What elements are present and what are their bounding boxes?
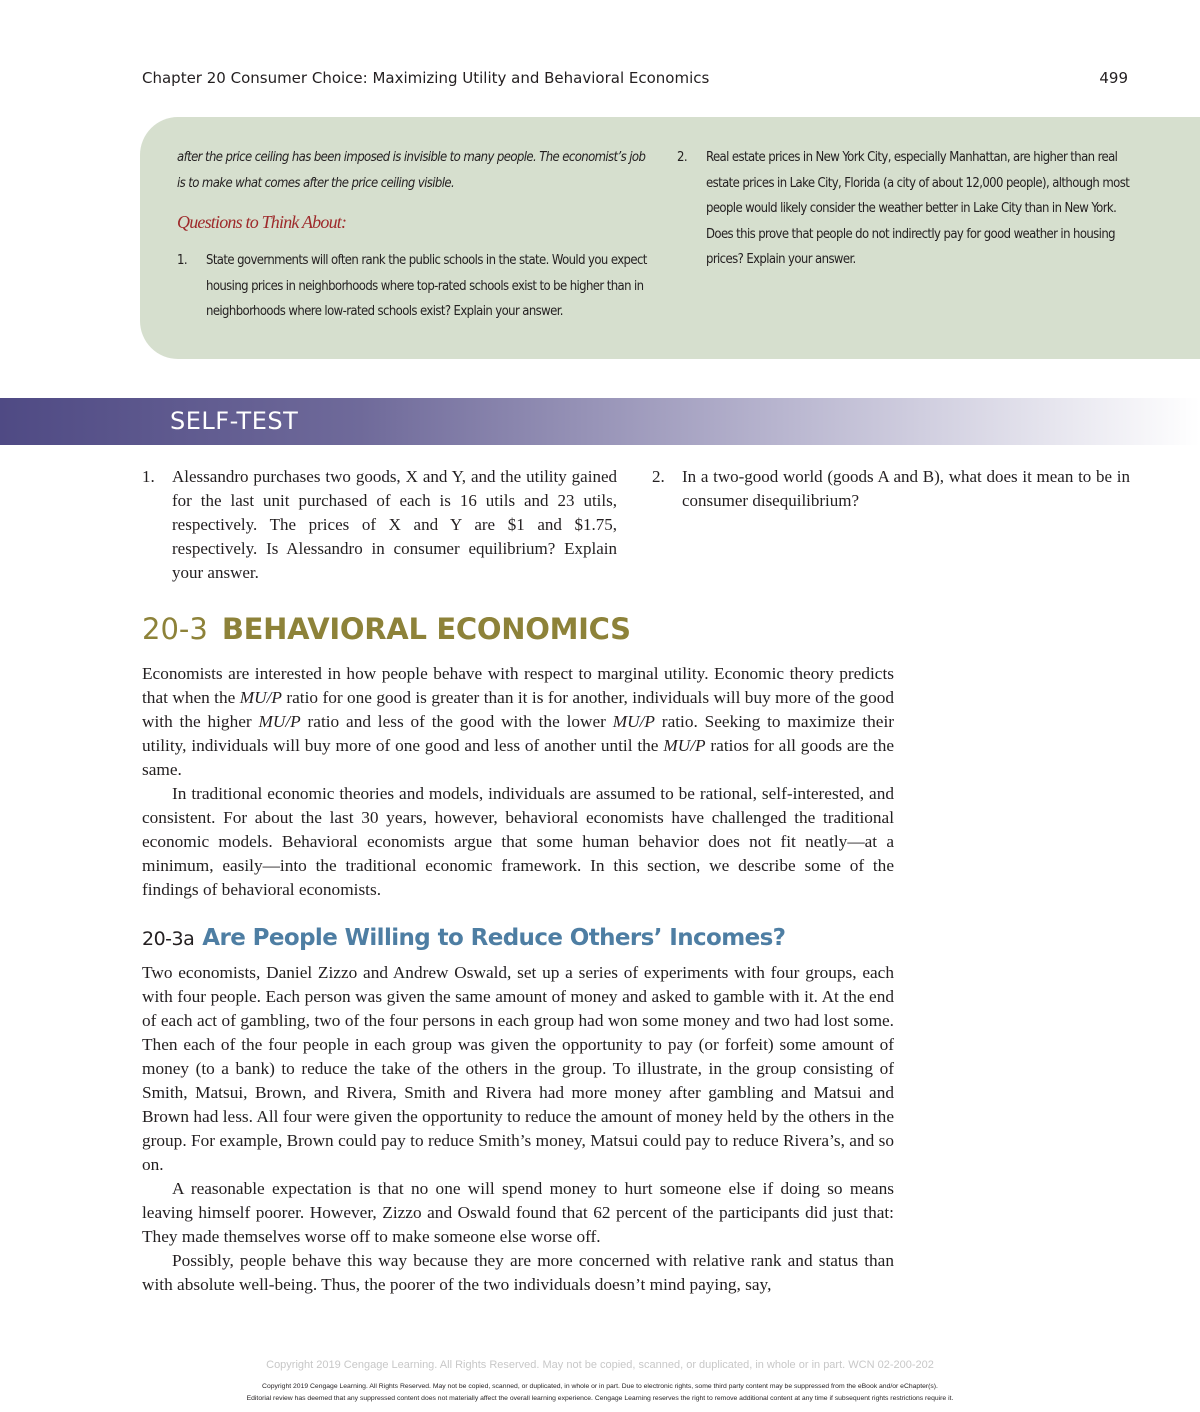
question-number: 1. — [142, 467, 155, 486]
text-run: Economists are interested in how people behave with respect to marginal utility. Economic theory predicts that when the — [142, 664, 894, 707]
mu-p-term: MU/P — [612, 712, 655, 731]
chapter-title: Chapter 20 Consumer Choice: Maximizing Utility and Behavioral Economics — [142, 69, 710, 87]
paragraph: Two economists, Daniel Zizzo and Andrew Oswald, set up a series of experiments with four groups, each with four people. Each person was given the same amount of money and asked to gamble with it. At the end of each act of gambling, two of the four persons in each group had won some money and two had lost some. Then each of the four people in each group was given the opportunity to pay (or forfeit) some amount of money (to a bank) to reduce the take of the others in the group. To illustrate, in the group consisting of Smith, Matsui, Brown, and Rivera, Smith and Rivera had more money after gambling and Matsui and Brown had less. All four were given the opportunity to reduce the amount of money held by the others in the group. For example, Brown could pay to reduce Smith’s money, Matsui could pay to reduce Rivera’s, and so on. — [142, 963, 894, 1174]
paragraph: In traditional economic theories and models, individuals are assumed to be rational, self-interested, and consistent. For about the last 30 years, however, behavioral economists have challenged the traditional economic models. Behavioral economists argue that some human behavior does not fit neatly—at a minimum, easily—into the traditional economic framework. In this section, we describe some of the findings of behavioral economists. — [142, 784, 894, 899]
feature-question-1 — [177, 248, 647, 325]
copyright-fineprint — [0, 1381, 1200, 1405]
subsection-heading — [142, 925, 785, 951]
section-number: 20-3 — [142, 612, 208, 646]
page-number: 499 — [1099, 69, 1128, 87]
text-run: ratio. Seeking to maximize their utility, individuals will buy more of one good and less of another until the — [142, 712, 895, 755]
mu-p-term: MU/P — [663, 736, 706, 755]
running-header — [142, 69, 1128, 91]
subsection-number: 20-3a — [142, 928, 195, 950]
question-text: Real estate prices in New York City, especially Manhattan, are higher than real estate prices in Lake City, Florida (a city of about 12,000 people), although most people would likely consider the weather better in Lake City than in New York. Does this prove that people do not indirectly pay for good weather in housing prices? Explain your answer. — [706, 150, 1130, 267]
question-text: Alessandro purchases two goods, X and Y, and the utility gained for the last unit purchased of each is 16 utils and 23 utils, respectively. The prices of X and Y are $1 and $1.75, respectively. Is Alessandro in consumer equilibrium? Explain your answer. — [172, 467, 617, 582]
self-test-question-1 — [142, 465, 617, 585]
paragraph — [142, 662, 894, 782]
feature-box-intro: after the price ceiling has been imposed is invisible to many people. The economist’s job is to make what comes after the price ceiling visible. — [177, 150, 646, 191]
mu-p-term: MU/P — [258, 712, 301, 731]
question-number: 1. — [177, 253, 187, 268]
subsection-body — [142, 961, 894, 1297]
subsection-title: Are People Willing to Reduce Others’ Incomes? — [202, 925, 786, 951]
fineprint-line: Copyright 2019 Cengage Learning. All Rights Reserved. May not be copied, scanned, or duplicated, in whole or in part. Due to electronic rights, some third party content may be suppressed from the eBook and/or eChapter(s). — [262, 1383, 938, 1390]
paragraph: A reasonable expectation is that no one will spend money to hurt someone else if doing so means leaving himself poorer. However, Zizzo and Oswald found that 62 percent of the participants did just that: They made themselves worse off to make someone else worse off. — [142, 1179, 894, 1246]
question-number: 2. — [652, 467, 665, 486]
text-run: ratio for one good is greater than it is for another, individuals will buy more of the good with the higher — [142, 688, 894, 731]
section-heading — [142, 612, 631, 646]
text-run: ratios for all goods are the same. — [142, 736, 895, 779]
section-title: BEHAVIORAL ECONOMICS — [221, 612, 631, 646]
copyright-notice: Copyright 2019 Cengage Learning. All Rights Reserved. May not be copied, scanned, or duplicated, in whole or in part. WCN 02-200-202 — [266, 1359, 934, 1371]
self-test-title: SELF-TEST — [170, 407, 299, 435]
question-text: State governments will often rank the public schools in the state. Would you expect housing prices in neighborhoods where top-rated schools exist to be higher than in neighborhoods where low-rated schools exist? Explain your answer. — [206, 253, 647, 319]
fineprint-line: Editorial review has deemed that any suppressed content does not materially affect the overall learning experience. Cengage Learning reserves the right to remove additional content at any time if subsequent rights restrictions require it. — [246, 1395, 954, 1402]
mu-p-term: MU/P — [239, 688, 282, 707]
text-run: ratio and less of the good with the lower — [300, 712, 613, 731]
question-text: In a two-good world (goods A and B), what does it mean to be in consumer disequilibrium? — [682, 467, 1130, 510]
question-number: 2. — [677, 150, 687, 165]
feature-question-2 — [677, 145, 1137, 273]
self-test-question-2 — [652, 465, 1130, 513]
paragraph: Possibly, people behave this way because they are more concerned with relative rank and status than with absolute well-being. Thus, the poorer of the two individuals doesn’t mind paying, say, — [142, 1251, 894, 1294]
section-body — [142, 662, 894, 902]
questions-heading: Questions to Think About: — [177, 212, 347, 232]
